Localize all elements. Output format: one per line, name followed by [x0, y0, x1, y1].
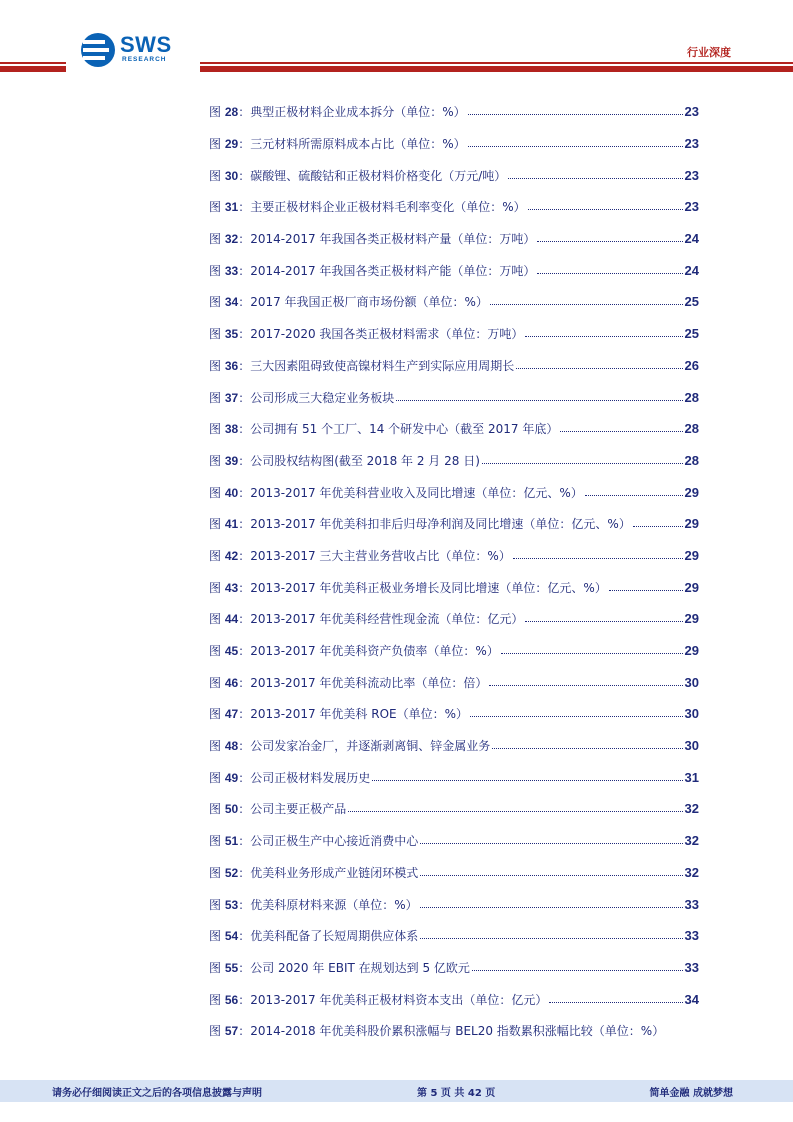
toc-entry-number: 50 [224, 802, 239, 817]
header-divider-left [0, 62, 66, 64]
toc-entry-number: 52 [224, 865, 239, 880]
toc-entry-page: 28 [684, 389, 699, 405]
toc-entry-page: 34 [684, 991, 699, 1007]
toc-entry-title: ：公司形成三大稳定业务板块 [238, 390, 395, 405]
toc-entry-page: 29 [684, 643, 699, 659]
toc-entry-prefix: 图 [209, 612, 225, 627]
toc-entry-title: ：优美科业务形成产业链闭环模式 [238, 865, 419, 880]
toc-entry-number: 44 [224, 612, 239, 627]
toc-leader-dots [508, 178, 682, 179]
toc-entry-prefix: 图 [209, 295, 225, 310]
toc-entry-title: ：公司发家冶金厂，并逐渐剥离铜、锌金属业务 [238, 739, 491, 754]
toc-leader-dots [420, 843, 682, 844]
toc-entry-label [209, 357, 514, 374]
toc-entry-title: ：公司主要正极产品 [238, 802, 347, 817]
header-bar-right [200, 66, 793, 72]
toc-entry-prefix: 图 [209, 992, 225, 1007]
toc-entry-prefix: 图 [209, 739, 225, 754]
toc-entry-prefix: 图 [209, 834, 225, 849]
toc-leader-dots [516, 368, 682, 369]
toc-leader-dots [633, 526, 683, 527]
toc-entry-label [209, 515, 631, 532]
toc-entry[interactable] [209, 571, 699, 603]
toc-entry-label [209, 800, 346, 817]
toc-entry-label [209, 674, 487, 691]
toc-entry-page: 24 [684, 231, 699, 247]
header-bar-left [0, 66, 66, 72]
toc-leader-dots [501, 653, 683, 654]
toc-entry[interactable] [209, 159, 699, 191]
toc-entry-title: ：2013-2017 年优美科扣非后归母净利润及同比增速（单位：亿元、%） [238, 517, 631, 532]
toc-entry-title: ：2013-2017 年优美科 ROE（单位：%） [238, 707, 468, 722]
toc-entry[interactable] [209, 254, 699, 286]
toc-entry-label [209, 864, 418, 881]
toc-entry-page: 23 [684, 136, 699, 152]
toc-leader-dots [396, 400, 682, 401]
toc-entry-page: 30 [684, 706, 699, 722]
toc-entry-title: ：2014-2017 年我国各类正极材料产能（单位：万吨） [238, 263, 536, 278]
toc-entry-number: 46 [224, 675, 239, 690]
toc-entry-number: 32 [224, 232, 239, 247]
toc-entry-number: 48 [224, 739, 239, 754]
toc-entry-number: 43 [224, 580, 239, 595]
toc-entry-prefix: 图 [209, 517, 225, 532]
toc-entry-title: ：公司正极材料发展历史 [238, 770, 371, 785]
toc-entry-number: 36 [224, 358, 239, 373]
toc-entry-label [209, 705, 468, 722]
toc-entry[interactable] [209, 381, 699, 413]
toc-entry-page: 29 [684, 516, 699, 532]
toc-leader-dots [537, 273, 682, 274]
toc-entry[interactable] [209, 666, 699, 698]
toc-entry-title: ：优美科配备了长短周期供应体系 [238, 929, 419, 944]
toc-entry[interactable] [209, 857, 699, 889]
toc-entry-page: 30 [684, 674, 699, 690]
toc-entry-prefix: 图 [209, 802, 225, 817]
toc-entry-prefix: 图 [209, 422, 225, 437]
toc-leader-dots [525, 336, 682, 337]
toc-entry[interactable] [209, 1015, 699, 1047]
toc-entry-number: 42 [224, 548, 239, 563]
toc-entry-page: 31 [684, 769, 699, 785]
toc-entry-title: ：公司拥有 51 个工厂、14 个研发中心（截至 2017 年底） [238, 422, 559, 437]
toc-entry[interactable] [209, 350, 699, 382]
toc-entry-prefix: 图 [209, 232, 225, 247]
toc-leader-dots [372, 780, 682, 781]
toc-entry-label [209, 167, 506, 184]
toc-entry-title: ：2013-2017 三大主营业务营收占比（单位：%） [238, 548, 511, 563]
toc-entry-prefix: 图 [209, 707, 225, 722]
toc-entry-prefix: 图 [209, 770, 225, 785]
toc-entry-number: 34 [224, 295, 239, 310]
toc-entry-number: 38 [224, 422, 239, 437]
toc-entry-prefix: 图 [209, 263, 225, 278]
toc-entry-prefix: 图 [209, 137, 225, 152]
toc-entry-page: 29 [684, 547, 699, 563]
toc-entry-label [209, 737, 490, 754]
toc-entry[interactable] [209, 413, 699, 445]
toc-entry-number: 49 [224, 770, 239, 785]
toc-entry-label [209, 832, 418, 849]
toc-entry-number: 39 [224, 453, 239, 468]
toc-leader-dots [492, 748, 682, 749]
figure-list [209, 96, 699, 1047]
toc-entry-label [209, 389, 394, 406]
toc-entry[interactable] [209, 793, 699, 825]
toc-entry[interactable] [209, 888, 699, 920]
footer-brand: 简单金融 成就梦想 [649, 1088, 733, 1099]
toc-entry-page: 25 [684, 294, 699, 310]
toc-entry-label [209, 293, 488, 310]
toc-leader-dots [489, 685, 682, 686]
toc-entry-prefix: 图 [209, 168, 225, 183]
toc-entry-title: ：公司股权结构图(截至 2018 年 2 月 28 日) [238, 453, 480, 468]
toc-entry-label [209, 452, 480, 469]
report-type-tag: 行业深度 [687, 46, 731, 59]
toc-leader-dots [468, 114, 683, 115]
toc-entry-page: 32 [684, 864, 699, 880]
toc-entry-number: 57 [224, 1024, 239, 1039]
toc-entry-title: ：碳酸锂、硫酸钴和正极材料价格变化（万元/吨） [238, 168, 507, 183]
toc-leader-dots [420, 938, 682, 939]
toc-entry[interactable] [209, 698, 699, 730]
toc-entry-title: ：2013-2017 年优美科正极业务增长及同比增速（单位：亿元、%） [238, 580, 607, 595]
toc-leader-dots [560, 431, 682, 432]
toc-entry[interactable] [209, 445, 699, 477]
toc-leader-dots [528, 209, 683, 210]
toc-entry[interactable] [209, 730, 699, 762]
toc-entry-label [209, 1022, 664, 1039]
toc-entry-title: ：2017 年我国正极厂商市场份额（单位：%） [238, 295, 488, 310]
toc-entry-page: 23 [684, 104, 699, 120]
toc-entry-title: ：2014-2018 年优美科股价累积涨幅与 BEL20 指数累积涨幅比较（单位：%） [238, 1024, 665, 1039]
toc-entry-page: 33 [684, 959, 699, 975]
logo-subtext: RESEARCH [122, 56, 167, 63]
toc-entry-label [209, 610, 523, 627]
toc-entry-number: 56 [224, 992, 239, 1007]
toc-entry-title: ：2013-2017 年优美科经营性现金流（单位：亿元） [238, 612, 524, 627]
logo-text: SWS [120, 32, 172, 57]
toc-entry[interactable] [209, 635, 699, 667]
toc-entry-page: 29 [684, 611, 699, 627]
toc-entry-number: 31 [224, 200, 239, 215]
footer-disclaimer: 请务必仔细阅读正文之后的各项信息披露与声明 [52, 1088, 262, 1099]
toc-leader-dots [513, 558, 683, 559]
toc-entry-label [209, 642, 499, 659]
toc-entry[interactable] [209, 540, 699, 572]
toc-entry-page: 30 [684, 738, 699, 754]
toc-entry-number: 33 [224, 263, 239, 278]
toc-entry-label [209, 991, 547, 1008]
toc-entry-title: ：2013-2017 年优美科营业收入及同比增速（单位：亿元、%） [238, 485, 583, 500]
toc-entry-title: ：2014-2017 年我国各类正极材料产量（单位：万吨） [238, 232, 536, 247]
toc-entry[interactable] [209, 128, 699, 160]
toc-entry-page: 32 [684, 801, 699, 817]
toc-leader-dots [348, 811, 682, 812]
page-footer [0, 1080, 793, 1102]
toc-entry[interactable] [209, 318, 699, 350]
toc-entry[interactable] [209, 603, 699, 635]
toc-entry-prefix: 图 [209, 644, 225, 659]
toc-entry-title: ：公司正极生产中心接近消费中心 [238, 834, 419, 849]
toc-entry-prefix: 图 [209, 897, 225, 912]
toc-entry-page: 23 [684, 167, 699, 183]
toc-entry[interactable] [209, 191, 699, 223]
toc-entry[interactable] [209, 920, 699, 952]
toc-entry-page: 26 [684, 357, 699, 373]
toc-entry-title: ：主要正极材料企业正极材料毛利率变化（单位：%） [238, 200, 526, 215]
toc-entry-label [209, 103, 466, 120]
toc-entry-title: ：2017-2020 我国各类正极材料需求（单位：万吨） [238, 327, 524, 342]
toc-entry-page: 23 [684, 199, 699, 215]
toc-leader-dots [470, 716, 683, 717]
toc-entry-prefix: 图 [209, 390, 225, 405]
toc-entry-label [209, 959, 470, 976]
toc-entry-title: ：2013-2017 年优美科资产负债率（单位：%） [238, 644, 499, 659]
toc-leader-dots [537, 241, 682, 242]
toc-entry-page: 33 [684, 896, 699, 912]
header-divider-right [200, 62, 793, 64]
toc-entry-page: 33 [684, 928, 699, 944]
toc-entry-label [209, 420, 558, 437]
toc-entry-title: ：2013-2017 年优美科正极材料资本支出（单位：亿元） [238, 992, 548, 1007]
toc-entry-label [209, 769, 370, 786]
toc-entry-number: 53 [224, 897, 239, 912]
toc-entry-page: 29 [684, 579, 699, 595]
toc-entry-title: ：公司 2020 年 EBIT 在规划达到 5 亿欧元 [238, 960, 470, 975]
toc-entry-number: 37 [224, 390, 239, 405]
toc-entry-prefix: 图 [209, 327, 225, 342]
toc-entry-number: 54 [224, 929, 239, 944]
toc-leader-dots [482, 463, 683, 464]
toc-entry-title: ：2013-2017 年优美科流动比率（单位：倍） [238, 675, 488, 690]
toc-entry-prefix: 图 [209, 929, 225, 944]
toc-entry-number: 45 [224, 644, 239, 659]
toc-entry-prefix: 图 [209, 675, 225, 690]
toc-entry-title: ：三大因素阻碍致使高镍材料生产到实际应用周期长 [238, 358, 515, 373]
toc-entry-number: 51 [224, 834, 239, 849]
toc-entry-title: ：三元材料所需原料成本占比（单位：%） [238, 137, 466, 152]
toc-entry-title: ：优美科原材料来源（单位：%） [238, 897, 418, 912]
toc-entry-prefix: 图 [209, 580, 225, 595]
toc-entry[interactable] [209, 825, 699, 857]
toc-entry-label [209, 135, 466, 152]
toc-entry-prefix: 图 [209, 358, 225, 373]
toc-entry-page: 25 [684, 326, 699, 342]
toc-entry-label [209, 262, 535, 279]
toc-entry-number: 41 [224, 517, 239, 532]
toc-entry-prefix: 图 [209, 1024, 225, 1039]
footer-page-info: 第 5 页 共 42 页 [417, 1088, 496, 1099]
toc-leader-dots [420, 907, 683, 908]
toc-entry-page: 28 [684, 421, 699, 437]
toc-leader-dots [525, 621, 682, 622]
toc-entry-prefix: 图 [209, 485, 225, 500]
sws-logo-icon [80, 32, 116, 68]
toc-entry-title: ：典型正极材料企业成本拆分（单位：%） [238, 105, 466, 120]
toc-entry-number: 40 [224, 485, 239, 500]
toc-entry-label [209, 198, 526, 215]
toc-entry-number: 30 [224, 168, 239, 183]
toc-entry[interactable] [209, 223, 699, 255]
toc-entry-label [209, 325, 523, 342]
toc-entry-prefix: 图 [209, 865, 225, 880]
toc-entry-label [209, 230, 535, 247]
toc-entry-label [209, 927, 418, 944]
toc-leader-dots [549, 1002, 682, 1003]
toc-entry-prefix: 图 [209, 548, 225, 563]
toc-entry-prefix: 图 [209, 200, 225, 215]
toc-entry[interactable] [209, 761, 699, 793]
toc-leader-dots [490, 304, 683, 305]
toc-leader-dots [472, 970, 683, 971]
page-header [0, 0, 793, 80]
toc-entry-prefix: 图 [209, 453, 225, 468]
toc-entry-label [209, 896, 418, 913]
toc-entry[interactable] [209, 286, 699, 318]
toc-entry-prefix: 图 [209, 105, 225, 120]
toc-entry-number: 35 [224, 327, 239, 342]
toc-entry-page: 24 [684, 262, 699, 278]
toc-entry-label [209, 484, 583, 501]
toc-entry-number: 28 [224, 105, 239, 120]
toc-entry-number: 55 [224, 960, 239, 975]
toc-entry[interactable] [209, 983, 699, 1015]
toc-leader-dots [420, 875, 682, 876]
toc-entry[interactable] [209, 96, 699, 128]
toc-leader-dots [585, 495, 683, 496]
toc-entry-page: 32 [684, 833, 699, 849]
toc-entry-page: 29 [684, 484, 699, 500]
toc-leader-dots [609, 590, 683, 591]
toc-entry-label [209, 547, 511, 564]
toc-entry-number: 29 [224, 137, 239, 152]
sws-logo [80, 32, 190, 70]
toc-entry[interactable] [209, 952, 699, 984]
toc-entry-prefix: 图 [209, 960, 225, 975]
toc-entry-label [209, 579, 607, 596]
toc-entry[interactable] [209, 508, 699, 540]
toc-entry[interactable] [209, 476, 699, 508]
toc-leader-dots [468, 146, 683, 147]
toc-entry-page: 28 [684, 452, 699, 468]
toc-entry-number: 47 [224, 707, 239, 722]
